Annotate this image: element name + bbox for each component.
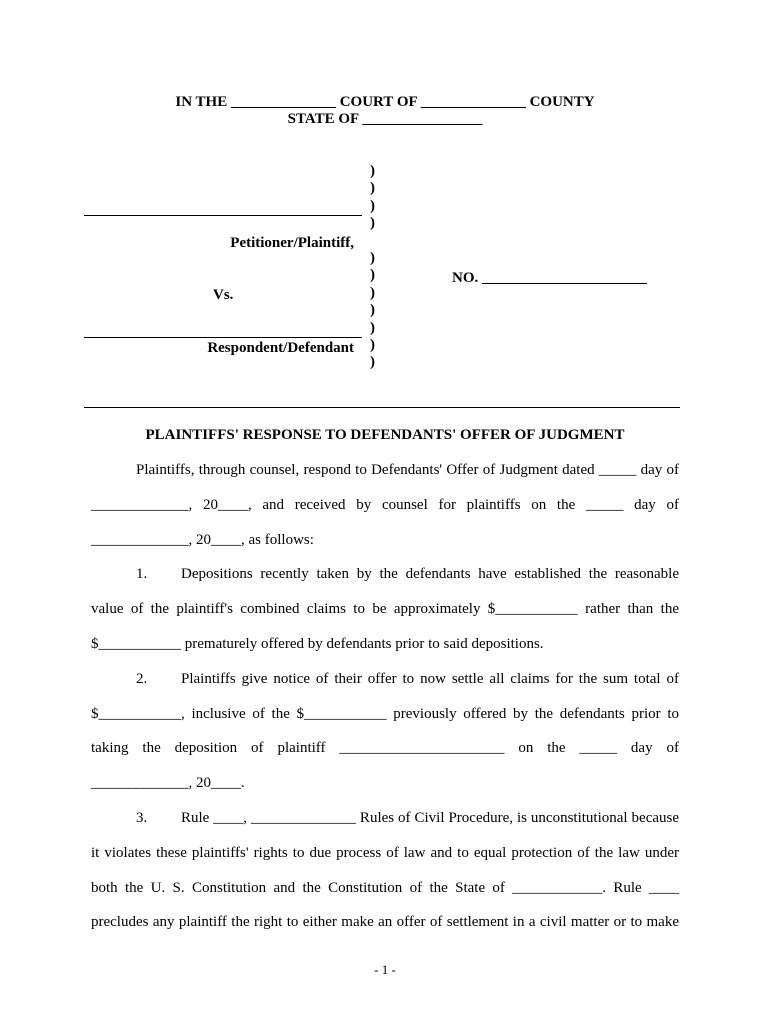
paragraph-2 (91, 662, 679, 801)
paragraph-text: Rule ____, ______________ Rules of Civil Procedure, is unconstitutional because it violates these plaintiffs' rights to due process of law and to equal protection of the law under both the U. S. Constitution and the Constitution of the State of ____________. Rule ____ precludes any plaintiff the right to either make an offer of settlement in a civil matter or to make (91, 809, 679, 931)
paren: ) (370, 180, 375, 197)
paragraph-3 (91, 801, 679, 940)
case-number: NO. ______________________ (452, 270, 647, 286)
page-number: - 1 - (374, 962, 396, 977)
paren: ) (370, 250, 375, 267)
paren: ) (370, 354, 375, 371)
intro-line-1: Plaintiffs, through counsel, respond to Defendants' Offer of Judgment dated _____ day of (136, 462, 679, 478)
respondent-name-line (84, 337, 362, 338)
paragraph-1 (91, 557, 679, 661)
court-heading: IN THE ______________ COURT OF ______________ COUNTY (175, 94, 595, 110)
intro-line-2: _____________, 20____, and received by counsel for plaintiffs on the _____ day of (91, 496, 679, 513)
state-heading: STATE OF ________________ (287, 111, 483, 127)
caption-divider (84, 407, 680, 408)
paren: ) (370, 284, 375, 301)
document-title: PLAINTIFFS' RESPONSE TO DEFENDANTS' OFFER OF JUDGMENT (145, 427, 625, 443)
paragraph-number: 3. (136, 809, 148, 826)
paren: ) (370, 337, 375, 354)
paren: ) (370, 197, 375, 214)
petitioner-label: Petitioner/Plaintiff, (230, 235, 354, 251)
paragraph-number: 2. (136, 670, 148, 687)
paren: ) (370, 215, 375, 232)
petitioner-name-line (84, 215, 362, 216)
respondent-label: Respondent/Defendant (207, 340, 354, 356)
paren: ) (370, 302, 375, 319)
paren: ) (370, 163, 375, 179)
paragraph-number: 1. (136, 566, 148, 583)
caption-parentheses (370, 163, 380, 372)
paragraph-text: Plaintiffs give notice of their offer to now settle all claims for the sum total of $___________, inclusive of the $___________ previously offered by the defendants prior to taking the deposition of plaintiff ______________________ on the _____ day of _____________, 20____. (91, 670, 679, 792)
paragraph-text: Depositions recently taken by the defendants have established the reasonable value of the plaintiff's combined claims to be approximately $___________ rather than the $___________ prematurely offered by defendants prior to said depositions. (91, 566, 679, 652)
document-body (91, 453, 679, 940)
paren: ) (370, 267, 375, 284)
paren: ) (370, 319, 375, 336)
intro-line-3: _____________, 20____, as follows: (91, 531, 314, 548)
versus-label: Vs. (213, 287, 234, 303)
paren (370, 233, 380, 250)
